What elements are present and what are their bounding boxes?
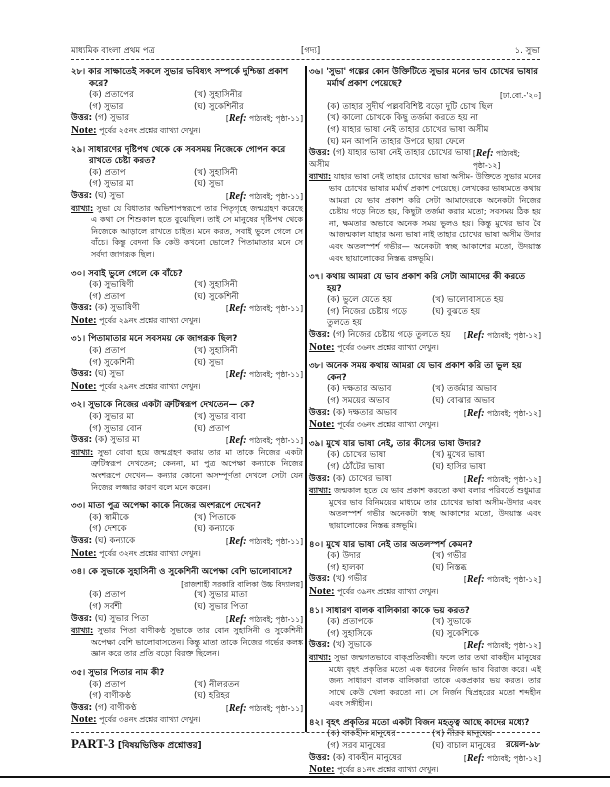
answer-label: উত্তর: xyxy=(71,535,93,546)
option: (খ) কালো চোখকে কিছু তর্জমা করতে হয় না xyxy=(327,113,478,124)
answer xyxy=(309,148,473,171)
question-text: সাধারণের দৃষ্টিপথ থেকে কে সবসময় নিজেকে গোপন করে রাখতে চেষ্টা করত? xyxy=(88,144,286,167)
question-text: সুভার পিতার নাম কী? xyxy=(88,667,165,678)
answer-row xyxy=(309,408,541,420)
reference: [Ref: পাঠ্যবই; পৃষ্ঠা-১১] xyxy=(225,435,303,447)
ref-value: পাঠ্যবই; পৃষ্ঠা-১১ xyxy=(249,436,301,446)
ref-label: Ref: xyxy=(228,303,247,315)
question-block xyxy=(71,269,303,327)
ref-value: পাঠ্যবই; পৃষ্ঠা-১১ xyxy=(249,191,301,201)
ref-value: পাঠ্যবই; পৃষ্ঠা-১১ xyxy=(249,614,301,624)
question-number: ৩৫। xyxy=(71,667,86,678)
option: (গ) দেশকে xyxy=(89,524,127,535)
option: (গ) হালকা xyxy=(327,562,364,573)
options-list xyxy=(71,513,303,536)
answer-row xyxy=(71,435,303,447)
answer-value: (ক) সুভাষিণী xyxy=(94,303,140,314)
answer-row xyxy=(309,574,541,586)
option: (খ) সুহাসিনী xyxy=(194,346,238,357)
ref-label: Ref: xyxy=(475,148,494,160)
answer-value: (গ) যাহার ভাষা নেই তাহার চোখের ভাষা অসীম xyxy=(309,148,472,170)
option: (ঘ) বাচাল মানুষের xyxy=(432,741,496,752)
question-block xyxy=(71,145,303,261)
answer-value: (ঘ) সুভা xyxy=(94,190,125,201)
option: (খ) সুভার বাবা xyxy=(194,412,246,423)
explanation xyxy=(71,447,303,493)
ref-value: পাঠ্যবই; পৃষ্ঠা-১২ xyxy=(487,408,539,418)
option: (খ) পিতাকে xyxy=(194,512,236,523)
answer-row xyxy=(71,191,303,203)
note xyxy=(71,548,303,560)
section-label: [গদ্য] xyxy=(301,46,321,56)
answer-row xyxy=(309,753,541,765)
note-text: পূর্বের ৩৪নং প্রশ্নের ব্যাখ্যা দেখুন। xyxy=(99,715,201,725)
option: (ঘ) সুকেশিনী xyxy=(194,291,240,302)
column-divider xyxy=(305,66,307,732)
question-text: মুখে যার ভাষা নেই, তার কীসের ভাষা উদার? xyxy=(326,438,482,449)
question-title xyxy=(309,361,541,384)
question-title xyxy=(309,540,541,552)
reference: [Ref: পাঠ্যবই; পৃষ্ঠা-১২] xyxy=(463,640,541,652)
note xyxy=(71,381,303,393)
option: (ক) প্রতাপ xyxy=(89,346,126,357)
note-label: Note: xyxy=(309,763,335,776)
option: (গ) নিজের চেষ্টায় গড়ে তুলতে হয় xyxy=(327,306,408,329)
option: (খ) সুহাসিনী xyxy=(194,280,238,291)
options-list xyxy=(309,295,541,330)
ref-value: পাঠ্যবই; পৃষ্ঠা-১২ xyxy=(487,331,539,341)
option: (খ) গভীর xyxy=(432,551,467,562)
option: (খ) মুখের ভাষা xyxy=(432,450,485,461)
option: (ঘ) বোঝার অভাব xyxy=(432,396,496,407)
reference: [Ref: পাঠ্যবই; পৃষ্ঠা-১১] xyxy=(225,535,303,547)
option: (গ) সুভার মা xyxy=(89,179,134,190)
options-list xyxy=(71,590,303,613)
options-list xyxy=(71,412,303,435)
option: (ক) তাহার সুদীর্ঘ পল্লববিশিষ্ট বড়ো দুটি চোখ ছিল xyxy=(327,101,493,112)
question-block xyxy=(71,334,303,392)
explanation xyxy=(309,485,541,531)
options-list xyxy=(71,680,303,703)
answer-value: (ঘ) সুভার পিতা xyxy=(94,613,149,624)
note xyxy=(71,315,303,327)
answer-row xyxy=(71,703,303,715)
answer-value: (গ) বাণীকণ্ঠ xyxy=(94,702,137,713)
option: (খ) নীরব মানুষের xyxy=(432,729,493,740)
question-text: মুখে যার ভাষা নেই তার অতলস্পর্শ কেমন? xyxy=(326,539,473,550)
options-list xyxy=(309,102,541,148)
question-text: সাধারণ বালক বালিকারা কাকে ভয় করত? xyxy=(326,605,470,616)
ref-value: পাঠ্যবই; পৃষ্ঠা-১২ xyxy=(472,149,520,170)
explanation xyxy=(71,625,303,660)
question-title xyxy=(71,567,303,579)
question-block xyxy=(71,400,303,493)
option: (ক) প্রতাপের xyxy=(89,90,134,101)
note-label: Note: xyxy=(309,340,335,353)
ref-label: Ref: xyxy=(466,407,485,419)
answer-label: উত্তর: xyxy=(309,330,331,341)
explanation-text: সুভা বোবা হয়ে জন্মগ্রহণ করায় তার মা তাকে নিজের একটা ত্রুটিস্বরূপ দেখতেন; কেননা, মা পুত্র অপেক্ষা কন্যাকে নিজের অংশরূপে দেখেন— কন্যার কোনো অসম্পূর্ণতা দেখলে সেটা যেন নিজের লজ্জার কারণ বলে মনে করেন। xyxy=(91,447,304,492)
note xyxy=(309,342,541,354)
answer xyxy=(71,435,140,447)
note-label: Note: xyxy=(309,584,335,597)
ref-label: Ref: xyxy=(466,473,485,485)
question-text: সুভাকে নিজের একটা ত্রুটিস্বরূপ দেখতেন— কে? xyxy=(88,400,255,411)
reference: [Ref: পাঠ্যবই; পৃষ্ঠা-১১] xyxy=(225,113,303,125)
ref-label: Ref: xyxy=(228,113,247,125)
reference: [Ref: পাঠ্যবই; পৃষ্ঠা-১১] xyxy=(225,190,303,202)
right-column xyxy=(309,67,541,784)
option: (ঘ) সুভা xyxy=(194,357,224,368)
question-source: [রাজশাহী সরকারি বালিকা উচ্চ বিদ্যালয়] xyxy=(181,579,303,589)
options-list xyxy=(71,168,303,191)
question-block xyxy=(71,668,303,726)
option: (ক) সুভার মা xyxy=(89,412,134,423)
reference: [Ref: পাঠ্যবই; পৃষ্ঠা-১১] xyxy=(225,303,303,315)
question-number: ৩৮। xyxy=(309,361,324,372)
question-text: 'সুভা' গল্পের কোন উক্তিটিতে সুভার মনের ভাব চোখের ভাষার মর্মার্থ প্রকাশ পেয়েছে? xyxy=(326,67,538,89)
explanation xyxy=(309,652,541,710)
question-title xyxy=(309,272,541,295)
ref-label: Ref: xyxy=(228,702,247,714)
explanation-text: যাহার ভাষা নেই তাহার চোখের ভাষা অসীম- উক্তিতে সুভার মনের ভাব চোখের ভাষার মর্মার্থ প্রকাশ পেয়েছে। লেখকের ভাষ্যমতে কথায় আমরা যে ভাব প্রকাশ করি সেটা আমাদেরকে অনেকটা নিজের চেষ্টায় গড়ে নিতে হয়, কিছুটা তর্জমা করার মতো; সবসময় ঠিক হয় না, ক্ষমতার অভাবে অনেক সময় ভুলও হয়। কিন্তু মুখের ভাব বৈ আজন্মকাল যাহার অন্য ভাষা নাই তাহার চোখের ভাষা অসীম উদার এবং অতলস্পর্শ গভীর— অনেকটা স্বচ্ছ আকাশের মতো, উদয়াস্ত এবং ছায়ালোকের নিস্তব্ধ রঙ্গভূমি। xyxy=(329,172,541,263)
answer-value: (খ) সুভাকে xyxy=(332,640,372,651)
reference: [Ref: পাঠ্যবই; পৃষ্ঠা-১১] xyxy=(225,369,303,381)
answer-label: উত্তর: xyxy=(71,303,93,314)
chapter-title: ১. সুভা xyxy=(514,46,540,56)
explanation-label: ব্যাখ্যা: xyxy=(309,172,332,182)
ref-label: Ref: xyxy=(466,574,485,586)
question-text: বৃহৎ প্রকৃতির মতো একটা বিজন মহত্ত্ব আছে কাদের মধ্যে? xyxy=(326,717,530,728)
option: (ঘ) নিস্তব্ধ xyxy=(432,562,467,573)
book-title: মাধ্যমিক বাংলা প্রথম পত্র xyxy=(71,46,155,56)
bottom-border xyxy=(0,776,610,778)
ref-value: পাঠ্যবই; পৃষ্ঠা-১১ xyxy=(249,703,301,713)
answer-label: উত্তর: xyxy=(309,640,331,651)
answer-row xyxy=(71,536,303,548)
answer xyxy=(309,640,372,652)
option: (ক) প্রতাপ xyxy=(89,679,126,690)
question-block xyxy=(309,439,541,532)
part-heading xyxy=(71,736,202,753)
answer-value: (গ) নিজের চেষ্টায় গড়ে তুলতে হয় xyxy=(332,330,451,341)
option: (ঘ) সুকেশিকে xyxy=(432,628,479,639)
answer-label: উত্তর: xyxy=(309,148,331,159)
ref-label: Ref: xyxy=(466,330,485,342)
ref-label: Ref: xyxy=(466,752,485,764)
option: (ক) প্রতাপকে xyxy=(327,617,374,628)
ref-value: পাঠ্যবই; পৃষ্ঠা-১১ xyxy=(249,114,301,124)
header-divider xyxy=(71,59,540,60)
answer-value: (গ) সুভার xyxy=(94,113,130,124)
option: (গ) সর্বশী xyxy=(89,601,123,612)
question-title xyxy=(71,334,303,346)
answer xyxy=(71,614,149,626)
options-list xyxy=(309,551,541,574)
option: (গ) বাণীকণ্ঠ xyxy=(89,691,131,702)
answer-value: (ক) সুভার মা xyxy=(94,435,140,446)
answer-label: উত্তর: xyxy=(71,435,93,446)
ref-label: Ref: xyxy=(228,613,247,625)
question-block xyxy=(71,67,303,137)
option: (গ) সুকেশিনী xyxy=(89,357,135,368)
answer-label: উত্তর: xyxy=(309,407,331,418)
option: (ক) ভুলে যেতে হয় xyxy=(327,295,393,306)
option: (ঘ) সুকেশিনীর xyxy=(194,101,244,112)
answer xyxy=(71,191,124,203)
option: (গ) যাহার ভাষা নেই তাহার চোখের ভাষা অসীম xyxy=(327,124,489,135)
answer-value: (ক) দক্ষতার অভাব xyxy=(332,407,398,418)
explanation-text: সুভা যে বিধাতার অভিশাপস্বরূপে তার পিতৃগৃহে জন্মগ্রহণ করেছে এ কথা সে শিশুকাল হতে বুঝেছিল। তাই সে মানুষের দৃষ্টিপথ থেকে নিজেকে আড়ালে রাখতে চাইত। মনে করত, সবাই ভুলে গেলে সে বাঁচে। কিন্তু বেদনা কি কেউ কখনো ভোলে? পিতামাতার মনে সে সর্বদা জাগরূক ছিল। xyxy=(91,203,303,259)
option: (খ) সুভার মাতা xyxy=(194,590,248,601)
note-text: পূর্বের ২৯নং প্রশ্নের ব্যাখ্যা দেখুন। xyxy=(99,381,201,391)
answer-label: উত্তর: xyxy=(71,190,93,201)
question-text: সবাই ভুলে গেলে কে বাঁচে? xyxy=(88,268,183,279)
option: (ক) স্বামীকে xyxy=(89,512,129,523)
note-label: Note: xyxy=(309,418,335,431)
question-title xyxy=(71,145,303,168)
option: (ঘ) সুভা xyxy=(194,179,224,190)
answer-label: উত্তর: xyxy=(309,574,331,585)
explanation-text: সুভা জন্মগতভাবে বাক্‌প্রতিবন্ধী। ফলে তার তথা বাকহীন মানুষের মধ্যে বৃহৎ প্রকৃতির মতো এক ধরনের নির্জন ভাব বিরাজ করে। এই জন্য সাধারণ বালক বালিকারা তাকে একপ্রকার ভয় করত। তার সাথে কেউ খেলা করতো না। সে নির্জন দ্বিপ্রহরের মতো শব্দহীন এবং সঙ্গীহীন। xyxy=(329,652,541,709)
question-number: ৩৭। xyxy=(309,272,324,283)
answer xyxy=(309,474,392,486)
answer-value: (ক) বাকহীন মানুষের xyxy=(332,752,402,763)
option: (ঘ) প্রতাপ xyxy=(194,423,230,434)
question-block xyxy=(309,606,541,710)
explanation-text: জন্মকাল হতে যে ভাব প্রকাশ করতো কথা বলার পরিবর্তে শুধুমাত্র মুখের ভাব বিনিময়ের মাধ্যমে তার চোখের ভাষা অসীম-উদার এবং অতলস্পর্শ গভীর অনেকটা স্বচ্ছ আকাশের মতো, উদয়াস্ত এবং ছায়ালোকের নিস্তব্ধ রঙ্গভূমি। xyxy=(329,486,541,530)
note-text: পূর্বের ২৯নং প্রশ্নের ব্যাখ্যা দেখুন। xyxy=(99,315,201,325)
answer-label: উত্তর: xyxy=(309,473,331,484)
option: (ক) চোখের ভাষা xyxy=(327,450,386,461)
answer-value: (ঘ) কন্যাকে xyxy=(94,535,136,546)
ref-label: Ref: xyxy=(228,190,247,202)
answer-value: (ক) চোখের ভাষা xyxy=(332,473,392,484)
reference: [Ref: পাঠ্যবই; পৃষ্ঠা-১২] xyxy=(463,407,541,419)
answer-label: উত্তর: xyxy=(71,113,93,124)
note xyxy=(71,125,303,137)
note xyxy=(309,764,541,776)
question-title xyxy=(71,501,303,513)
question-block xyxy=(309,361,541,431)
options-list xyxy=(309,450,541,473)
answer-row xyxy=(71,614,303,626)
question-title xyxy=(71,269,303,281)
options-list xyxy=(71,280,303,303)
question-text: কে সুভাকে সুহাসিনী ও সুকেশিনী অপেক্ষা বেশি ভালোবাসে? xyxy=(88,567,293,578)
answer-row xyxy=(71,303,303,315)
option: (ক) সুভাষিণী xyxy=(89,280,134,291)
option: (ক) উদার xyxy=(327,551,361,562)
reference: [Ref: পাঠ্যবই; পৃষ্ঠা-১১] xyxy=(225,613,303,625)
option: (ক) প্রতাপ xyxy=(89,167,126,178)
ref-value: পাঠ্যবই; পৃষ্ঠা-১২ xyxy=(487,753,539,763)
answer-value: (খ) গভীর xyxy=(332,574,368,585)
explanation-text: সুভার পিতা বাণীকণ্ঠ সুভাকে তার বোন সুহাসিনী ও সুকেশিনী অপেক্ষা বেশি ভালোবাসতেন। কিন্তু মাতা তাকে নিজের গর্ভের কলঙ্ক জ্ঞান করে তার প্রতি বড়ো বিরক্ত ছিলেন। xyxy=(91,626,303,659)
question-block xyxy=(71,567,303,660)
question-number: ৩৪। xyxy=(71,567,86,578)
option: (ঘ) কন্যাকে xyxy=(194,524,235,535)
options-list xyxy=(71,90,303,113)
question-block xyxy=(71,501,303,559)
options-list xyxy=(309,384,541,407)
option: (খ) নীলরতন xyxy=(194,679,240,690)
note xyxy=(309,586,541,598)
answer-label: উত্তর: xyxy=(309,752,331,763)
answer-row xyxy=(71,113,303,125)
option: (ক) দক্ষতার অভাব xyxy=(327,384,392,395)
question-text: পিতামাতার মনে সবসময় কে জাগরূক ছিল? xyxy=(88,334,238,345)
note-text: পূর্বের ২৫নং প্রশ্নের ব্যাখ্যা দেখুন। xyxy=(99,125,201,135)
explanation-label: ব্যাখ্যা: xyxy=(71,626,94,636)
options-list xyxy=(309,617,541,640)
question-block xyxy=(309,67,541,264)
option: (গ) ঠোঁটের ভাষা xyxy=(327,462,385,472)
note-text: পূর্বের ৩২নং প্রশ্নের ব্যাখ্যা দেখুন। xyxy=(99,548,201,558)
reference: [Ref: পাঠ্যবই; পৃষ্ঠা-১২] xyxy=(463,473,541,485)
explanation-label: ব্যাখ্যা: xyxy=(71,447,94,457)
left-column xyxy=(71,67,303,734)
explanation xyxy=(309,171,541,264)
ref-label: Ref: xyxy=(228,535,247,547)
options-list xyxy=(71,346,303,369)
explanation xyxy=(71,203,303,261)
answer-value: (ঘ) সুভা xyxy=(94,369,125,380)
explanation-label: ব্যাখ্যা: xyxy=(309,652,332,662)
option: (গ) সুভার xyxy=(89,101,124,112)
question-title xyxy=(71,400,303,412)
question-number: ৩০। xyxy=(71,268,86,279)
footer-divider xyxy=(71,732,540,733)
note-text: পূর্বের ৩৬নং প্রশ্নের ব্যাখ্যা দেখুন। xyxy=(337,420,439,430)
answer-label: উত্তর: xyxy=(71,702,93,713)
question-number: ৩৯। xyxy=(309,438,324,449)
note-text: পূর্বের ৩৯নং প্রশ্নের ব্যাখ্যা দেখুন। xyxy=(337,586,439,596)
question-title xyxy=(309,606,541,618)
option: (গ) সুহাসিকে xyxy=(327,628,373,639)
note-label: Note: xyxy=(71,379,97,392)
ref-value: পাঠ্যবই; পৃষ্ঠা-১২ xyxy=(487,575,539,585)
answer-row xyxy=(309,640,541,652)
note-label: Note: xyxy=(71,546,97,559)
option: (খ) সুভাকে xyxy=(432,617,472,628)
answer-row xyxy=(309,474,541,486)
reference: [Ref: পাঠ্যবই; পৃষ্ঠা-১২] xyxy=(463,752,541,764)
question-text: অনেক সময় কথায় আমরা যে ভাব প্রকাশ করি তা ভুল হয় কেন? xyxy=(326,361,522,383)
note-text: পূর্বের ৩৬নং প্রশ্নের ব্যাখ্যা দেখুন। xyxy=(337,342,439,352)
question-number: ৪০। xyxy=(309,539,324,550)
note-label: Note: xyxy=(71,713,97,726)
option: (গ) সুভার বোন xyxy=(89,423,142,434)
option: (খ) সুহাসিনী xyxy=(194,167,238,178)
question-number: ৩২। xyxy=(71,400,86,411)
reference: [Ref: পাঠ্যবই; পৃষ্ঠা-১১] xyxy=(225,702,303,714)
question-text: মাতা পুত্র অপেক্ষা কাকে নিজের অংশরূপে দেখেন? xyxy=(88,501,262,512)
question-title xyxy=(309,67,541,90)
option: (ঘ) সুভার পিতা xyxy=(194,601,249,612)
reference: [Ref: পাঠ্যবই; পৃষ্ঠা-১২] xyxy=(463,574,541,586)
question-title xyxy=(309,439,541,451)
ref-value: পাঠ্যবই; পৃষ্ঠা-১২ xyxy=(487,474,539,484)
ref-label: Ref: xyxy=(228,435,247,447)
explanation-label: ব্যাখ্যা: xyxy=(309,486,332,496)
question-block xyxy=(309,540,541,598)
ref-value: পাঠ্যবই; পৃষ্ঠা-১১ xyxy=(249,304,301,314)
question-number: ২৯। xyxy=(71,144,86,155)
option: (ক) বাকহীন মানুষের xyxy=(327,729,396,740)
question-title xyxy=(71,67,303,90)
part-title: [বিষয়ভিত্তিক প্রশ্নোত্তর] xyxy=(117,741,202,751)
note-text: পূর্বের ৪১নং প্রশ্নের ব্যাখ্যা দেখুন। xyxy=(337,765,439,775)
question-text: কথায় আমরা যে ভাব প্রকাশ করি সেটা আমাদের কী করতে হয়? xyxy=(326,272,526,294)
ref-value: পাঠ্যবই; পৃষ্ঠা-১২ xyxy=(487,641,539,651)
ref-label: Ref: xyxy=(466,640,485,652)
option: (ঘ) বুঝতে হয় xyxy=(432,306,481,317)
question-number: ৪২। xyxy=(309,717,324,728)
part-number: PART-3 xyxy=(71,736,115,751)
ref-label: Ref: xyxy=(228,369,247,381)
answer-row xyxy=(309,330,541,342)
answer-label: উত্তর: xyxy=(71,613,93,624)
reference: [Ref: পাঠ্যবই; পৃষ্ঠা-১২] xyxy=(463,330,541,342)
question-number: ৪১। xyxy=(309,605,324,616)
page-number: রয়েল-৯৮ xyxy=(506,740,540,750)
question-number: ৩৬। xyxy=(309,67,324,77)
ref-value: পাঠ্যবই; পৃষ্ঠা-১১ xyxy=(249,536,301,546)
option: (ঘ) হরিহর xyxy=(194,691,230,702)
option: (খ) সুহাসিনীর xyxy=(194,90,243,101)
option: (খ) তর্জমার অভাব xyxy=(432,384,498,395)
question-source: [ঢা.বো.-'২০] xyxy=(500,91,541,101)
question-number: ৩৩। xyxy=(71,501,86,512)
page-header xyxy=(71,44,540,58)
question-text: কার সাক্ষাতেই সকলে সুভার ভবিষ্যৎ সম্পর্কে দুশ্চিন্তা প্রকাশ করে? xyxy=(88,67,289,89)
answer-label: উত্তর: xyxy=(71,369,93,380)
explanation-label: ব্যাখ্যা: xyxy=(71,203,94,213)
question-block xyxy=(309,272,541,353)
question-title xyxy=(309,718,541,730)
option: (খ) ভালোবাসতে হয় xyxy=(432,295,504,306)
note-label: Note: xyxy=(71,123,97,136)
note xyxy=(71,714,303,726)
option: (ঘ) হাসির ভাষা xyxy=(432,462,486,472)
option: (গ) প্রতাপ xyxy=(89,291,126,302)
ref-value: পাঠ্যবই; পৃষ্ঠা-১১ xyxy=(249,370,301,380)
answer-row xyxy=(71,369,303,381)
reference: [Ref: পাঠ্যবই; পৃষ্ঠা-১২] xyxy=(472,148,520,170)
question-number: ২৮। xyxy=(71,67,86,77)
answer-row xyxy=(309,148,541,171)
option: (গ) সময়ের অভাব xyxy=(327,396,390,407)
option: (গ) সরব মানুষের xyxy=(327,741,386,752)
note xyxy=(309,419,541,431)
note-label: Note: xyxy=(71,313,97,326)
question-title xyxy=(71,668,303,680)
option: (ক) প্রতাপ xyxy=(89,590,126,601)
option: (ঘ) মন আপনি তাহার উপরে ছায়া ফেলে xyxy=(327,136,466,147)
question-number: ৩১। xyxy=(71,334,86,345)
